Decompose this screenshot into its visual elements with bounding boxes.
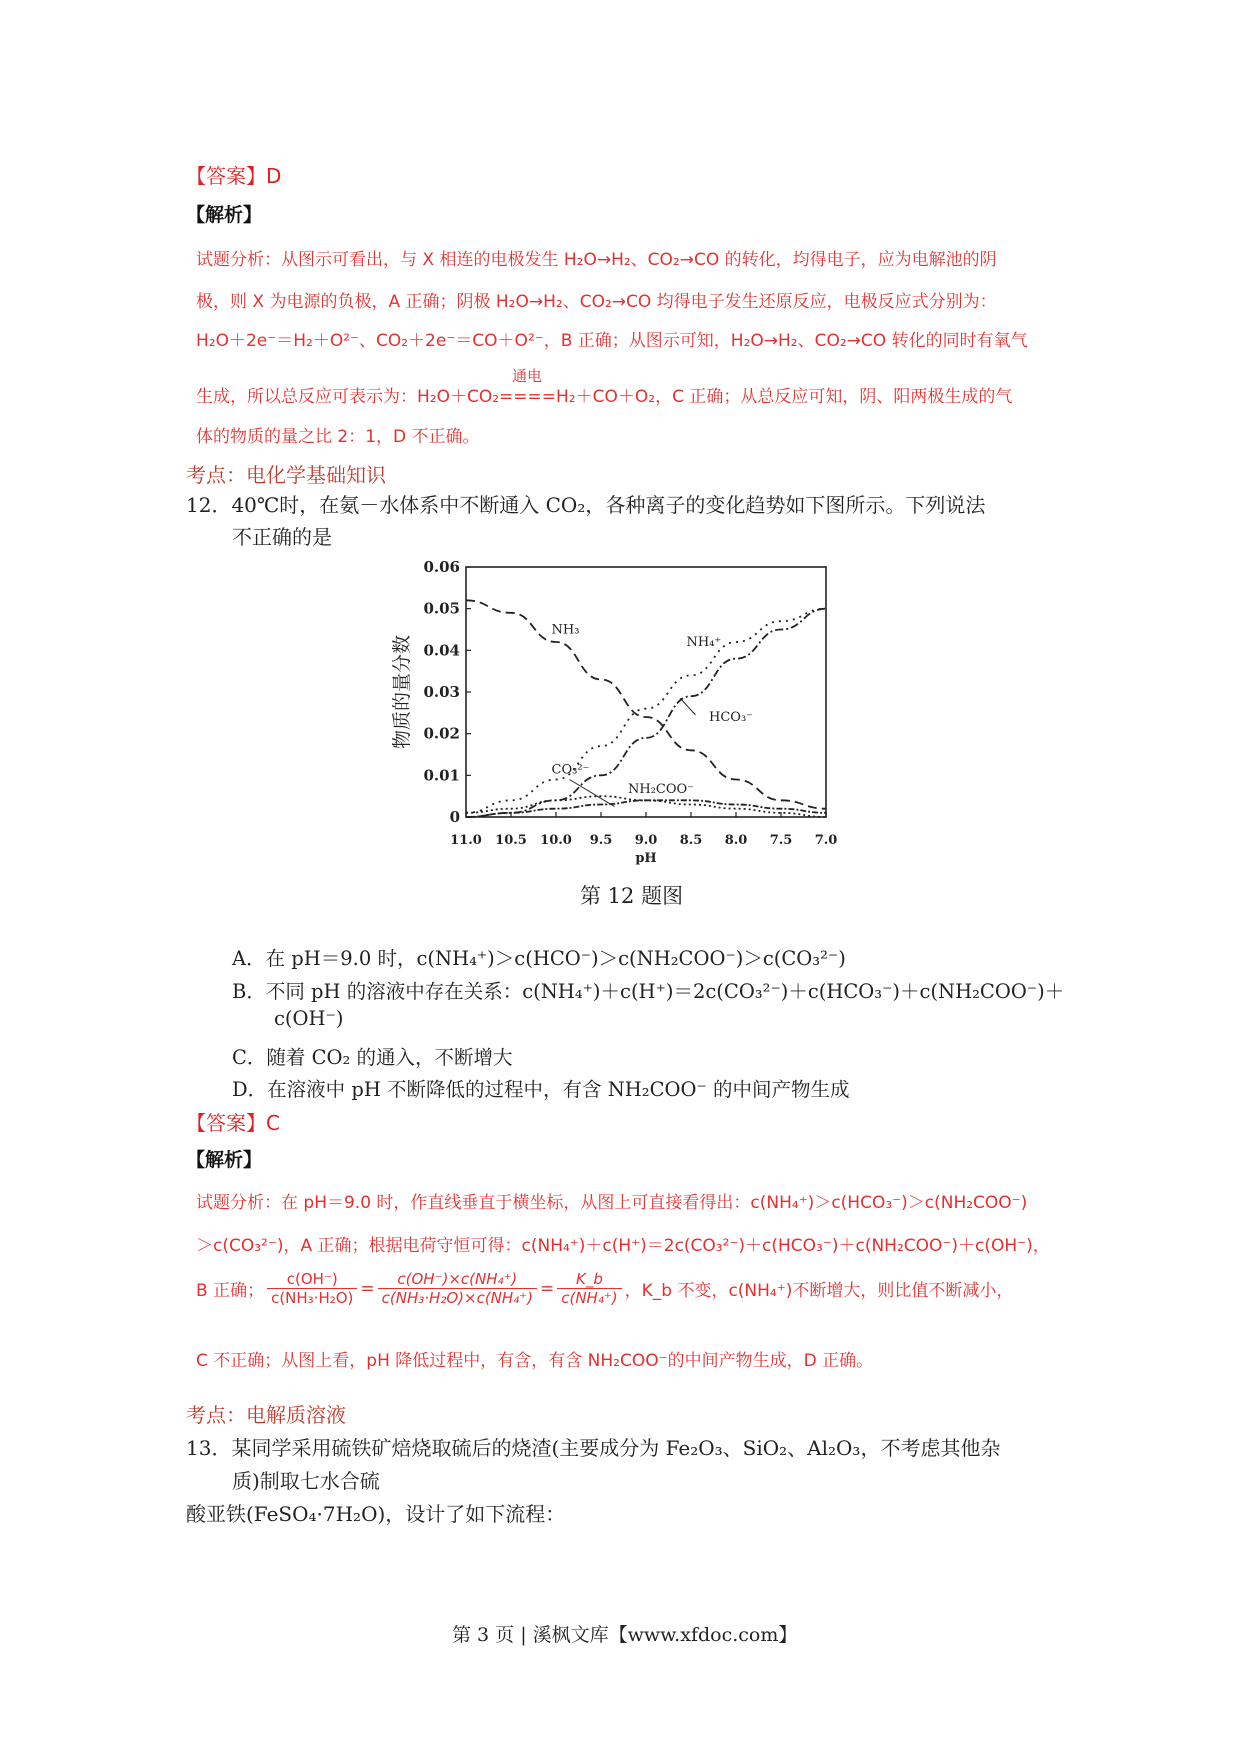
y-tick-label: 0.06 — [423, 558, 460, 576]
x-tick-label: 8.5 — [679, 833, 703, 848]
fraction-2-numerator: c(OH⁻)×c(NH₄⁺) — [378, 1270, 537, 1289]
q11-analysis-line-1: 试题分析：从图示可看出，与 X 相连的电极发生 H₂O→H₂、CO₂→CO 的转化，均得电子，应为电解池的阴 — [196, 250, 997, 270]
fraction-1-denominator: c(NH₃·H₂O) — [271, 1289, 354, 1307]
q12-analysis-line-3: B 正确； — [196, 1281, 265, 1301]
q12-option-b-cont: c(OH⁻) — [274, 1007, 344, 1030]
q12-caption: 第 12 题图 — [580, 884, 684, 908]
x-tick-label: 8.0 — [724, 833, 748, 848]
fraction-1-numerator: c(OH⁻) — [267, 1270, 357, 1289]
q12-analysis-line-5: C 不正确；从图上看，pH 降低过程中，有含，有含 NH₂COO⁻的中间产物生成，D 正确。 — [196, 1351, 874, 1371]
series-annotation: NH₄⁺ — [686, 635, 722, 651]
fraction-1 — [267, 1270, 357, 1307]
q12-chart — [380, 555, 860, 875]
fraction-2-denominator: c(NH₃·H₂O)×c(NH₄⁺) — [381, 1289, 533, 1307]
fraction-2 — [378, 1270, 537, 1307]
x-tick-label: 10.5 — [495, 833, 527, 848]
y-axis-label: 物质的量分数 — [391, 634, 413, 750]
annotation-pointer — [570, 780, 615, 807]
q12-option-d: D．在溶液中 pH 不断降低的过程中，有含 NH₂COO⁻ 的中间产物生成 — [232, 1078, 850, 1101]
series-annotation: HCO₃⁻ — [709, 710, 754, 726]
q11-electrolysis-label: 通电 — [512, 367, 543, 385]
x-axis-label: pH — [635, 851, 657, 866]
q11-analysis-line-3: H₂O＋2e⁻＝H₂＋O²⁻、CO₂＋2e⁻＝CO＋O²⁻，B 正确；从图示可知，H₂O→H₂、CO₂→CO 转化的同时有氧气 — [196, 331, 1028, 351]
annotation-pointer — [680, 698, 695, 715]
page-footer: 第 3 页 | 溪枫文库【www.xfdoc.com】 — [452, 1624, 798, 1646]
q12-analysis-line-4: ，K_b 不变，c(NH₄⁺)不断增大，则比值不断减小， — [624, 1281, 1014, 1301]
plot-frame — [466, 567, 826, 817]
q12-analysis-formula-line: B 正确； $\frac{c(OH^-)}{\text{c(NH₃·H₂O)}}$ = $\frac{\text{c(OH⁻)×c(NH₄⁺)}}{\text{c(NH₃·H₂O)×c(NH₄⁺)}}$ = $\frac{K\_b}{\text{c(NH₄⁺)}}$ ，K_b 不变，c(NH₄⁺)不断增大，则比值不断减小， — [196, 1270, 1014, 1307]
x-tick-label: 7.0 — [814, 833, 838, 848]
x-tick-label: 9.0 — [634, 833, 658, 848]
fraction-3 — [557, 1270, 621, 1307]
fraction-3-denominator: c(NH₄⁺) — [561, 1289, 618, 1307]
y-tick-label: 0 — [449, 808, 460, 826]
q12-analysis-label: 【解析】 — [186, 1149, 263, 1171]
q13-line-2: 质)制取七水合硫 — [232, 1469, 380, 1493]
series-annotation: NH₂COO⁻ — [628, 781, 695, 797]
q11-kaodian: 考点：电化学基础知识 — [186, 463, 386, 487]
q11-analysis-line-5: 体的物质的量之比 2：1，D 不正确。 — [196, 427, 480, 447]
q12-option-c: C．随着 CO₂ 的通入，不断增大 — [232, 1046, 513, 1069]
x-tick-label: 7.5 — [769, 833, 793, 848]
q12-kaodian: 考点：电解质溶液 — [186, 1403, 346, 1427]
q13-line-3: 酸亚铁(FeSO₄·7H₂O)，设计了如下流程： — [186, 1502, 566, 1526]
y-tick-label: 0.03 — [423, 683, 460, 701]
q12-option-a: A．在 pH＝9.0 时，c(NH₄⁺)＞c(HCO⁻)＞c(NH₂COO⁻)＞c(CO₃²⁻) — [232, 947, 846, 970]
q12-analysis-line-2: ＞c(CO₃²⁻)，A 正确；根据电荷守恒可得：c(NH₄⁺)＋c(H⁺)＝2c(CO₃²⁻)＋c(HCO₃⁻)＋c(NH₂COO⁻)＋c(OH⁻)， — [196, 1236, 1050, 1256]
y-tick-label: 0.02 — [423, 724, 460, 743]
q11-answer: 【答案】D — [186, 164, 282, 188]
q11-analysis-label: 【解析】 — [186, 204, 263, 226]
q12-analysis-line-1: 试题分析：在 pH＝9.0 时，作直线垂直于横坐标，从图上可直接看得出：c(NH₄⁺)＞c(HCO₃⁻)＞c(NH₂COO⁻) — [196, 1193, 1028, 1213]
q12-stem-line-1: 12．40℃时，在氨－水体系中不断通入 CO₂，各种离子的变化趋势如下图所示。下列说法 — [186, 493, 986, 517]
x-tick-label: 9.5 — [589, 833, 613, 848]
series-annotation: NH₃ — [551, 622, 580, 638]
q12-answer: 【答案】C — [186, 1111, 280, 1135]
x-tick-label: 11.0 — [450, 833, 482, 848]
series-annotation: CO₃²⁻ — [551, 762, 590, 778]
q11-analysis-line-4: 生成，所以总反应可表示为：H₂O＋CO₂====H₂＋CO＋O₂，C 正确；从总反应可知，阴、阳两极生成的气 — [196, 387, 1013, 407]
y-tick-label: 0.01 — [423, 766, 460, 785]
y-tick-label: 0.04 — [423, 641, 460, 660]
q12-stem-line-2: 不正确的是 — [232, 525, 332, 549]
q11-analysis-line-2: 极，则 X 为电源的负极，A 正确；阴极 H₂O→H₂、CO₂→CO 均得电子发生还原反应，电极反应式分别为： — [196, 292, 997, 312]
q13-line-1: 13．某同学采用硫铁矿焙烧取硫后的烧渣(主要成分为 Fe₂O₃、SiO₂、Al₂O₃，不考虑其他杂 — [186, 1436, 1001, 1460]
fraction-3-numerator: K_b — [557, 1270, 621, 1289]
q12-option-b: B．不同 pH 的溶液中存在关系：c(NH₄⁺)＋c(H⁺)＝2c(CO₃²⁻)＋c(HCO₃⁻)＋c(NH₂COO⁻)＋ — [232, 980, 1065, 1003]
y-tick-label: 0.05 — [423, 599, 460, 618]
x-tick-label: 10.0 — [540, 833, 572, 848]
